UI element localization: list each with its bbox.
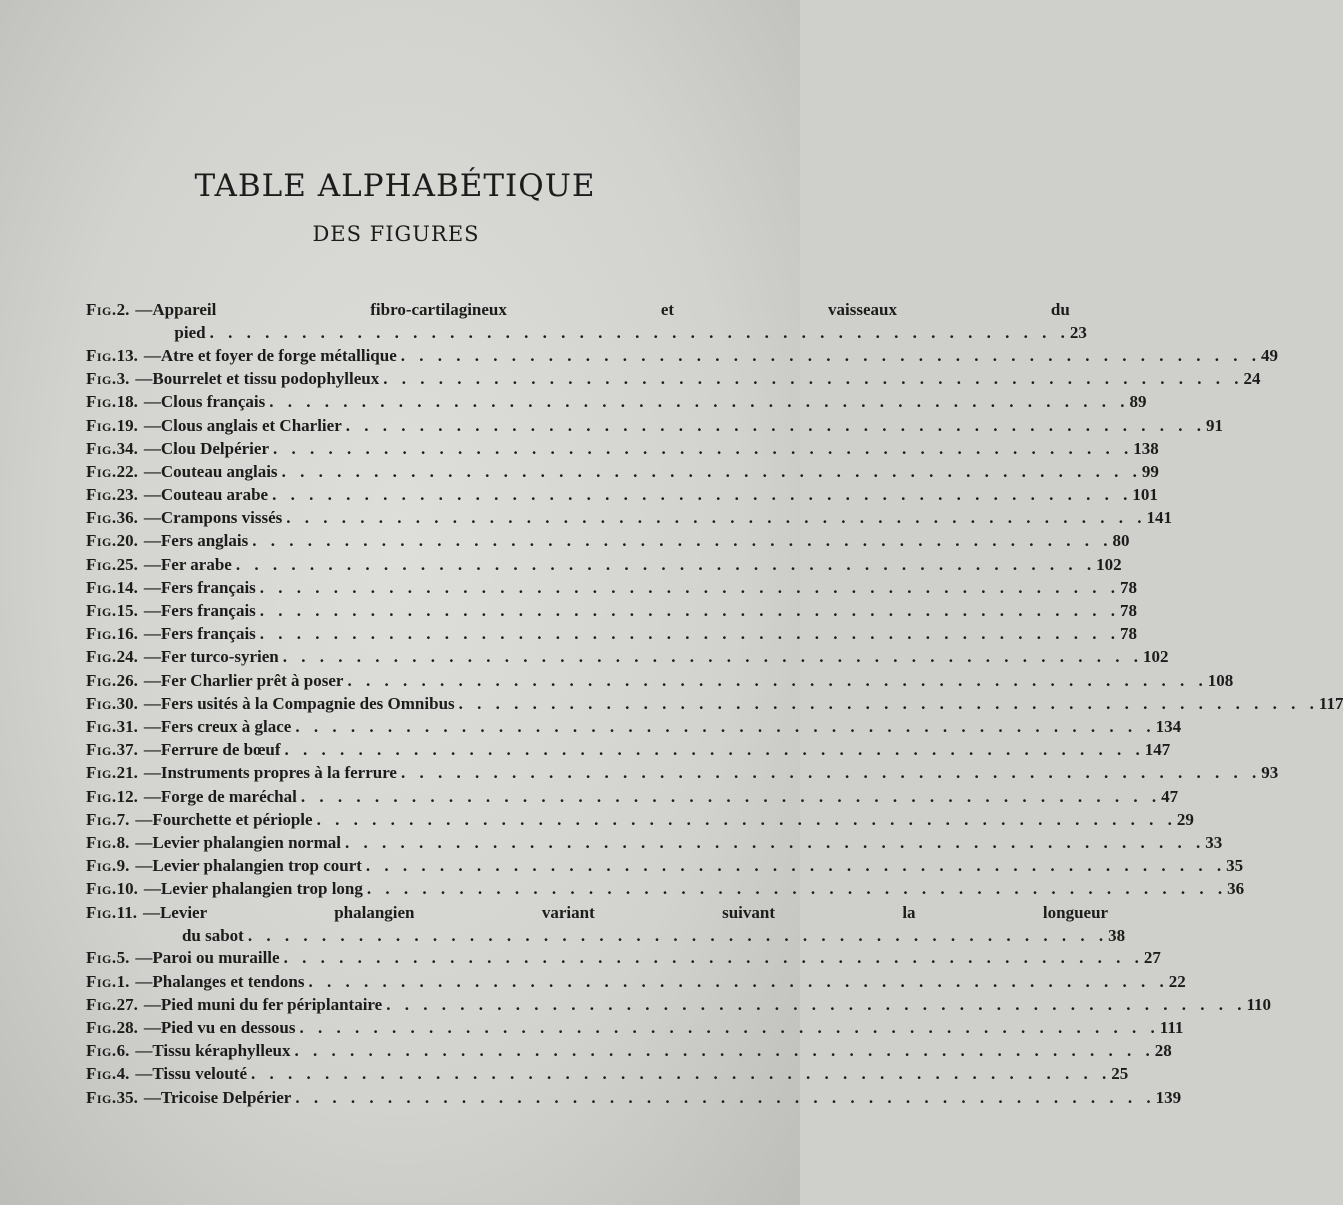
page-number: 28 [1154,1041,1172,1061]
dot-leader [269,390,1129,413]
entry-dash: — [143,647,161,667]
figure-label: Fig. [86,994,117,1014]
entry-title-block [161,715,1156,738]
page-number: 110 [1246,994,1272,1014]
index-entry [86,599,1138,622]
entry-title-block [161,785,1161,808]
entry-title: Fers français [160,601,256,621]
figure-number: 16. [116,624,138,644]
entry-title-continuation: pied [174,323,206,342]
dot-leader [252,529,1112,552]
entry-title-block [152,808,1176,831]
entry-title-block [160,901,1108,947]
dot-leader [282,460,1142,483]
page-number: 27 [1143,948,1161,968]
entry-title-block [152,1039,1154,1062]
entry-title-block [152,946,1143,969]
figure-label: Fig. [86,1064,117,1084]
entry-title-block [161,344,1261,367]
figure-number: 22. [116,461,138,481]
entry-title-block [161,599,1120,622]
index-entry [86,530,1130,553]
figure-number: 19. [116,415,138,435]
dot-leader [283,645,1143,668]
figure-label: Fig. [86,345,117,365]
entry-title: Levier phalangien variant suivant la longueur [159,902,1109,922]
entry-title-block [161,506,1147,529]
entry-title-block [161,414,1206,437]
entry-dash: — [143,786,161,806]
page-number: 38 [1108,925,1126,945]
entry-title-block [161,1086,1156,1109]
entry-dash: — [143,577,161,597]
entry-dash: — [143,601,161,621]
index-entry [86,738,1171,761]
entry-title-block [161,993,1247,1016]
page-number: 93 [1261,763,1279,783]
entry-dash: — [143,1018,161,1038]
figure-label: Fig. [86,763,117,783]
entry-title: Fers français [160,624,256,644]
figure-number: 5. [116,948,130,968]
entry-title: Pied muni du fer périplantaire [160,994,383,1014]
entry-title-block [161,622,1120,645]
entry-title: Tricoise Delpérier [160,1087,292,1107]
dot-leader [401,761,1261,784]
page-number: 91 [1206,415,1223,435]
figure-label: Fig. [86,856,117,876]
dot-leader [260,599,1120,622]
page-number: 23 [1069,323,1087,342]
page-number: 111 [1159,1018,1184,1038]
dot-leader [284,946,1144,969]
figure-number: 14. [116,577,138,597]
entry-dash: — [143,508,161,528]
index-entry [86,761,1279,784]
figure-number: 27. [116,994,138,1014]
figure-number: 24. [116,647,138,667]
figure-number: 25. [116,554,138,574]
entry-dash: — [135,971,153,991]
figure-number: 30. [116,693,138,713]
figure-number: 35. [116,1087,138,1107]
index-entry [86,622,1138,645]
dot-leader [286,506,1146,529]
entry-title: Fers anglais [160,531,249,551]
dot-leader [273,437,1133,460]
figure-label: Fig. [86,554,117,574]
dot-leader [317,808,1177,831]
entry-title-block [161,529,1113,552]
entry-dash: — [143,716,161,736]
entry-title: Crampons vissés [160,508,283,528]
entry-title-block [152,298,1069,344]
entry-title: Couteau anglais [160,461,278,481]
entry-title-block [161,483,1132,506]
entry-title: Forge de maréchal [160,786,297,806]
figure-label: Fig. [86,832,117,852]
entry-dash: — [142,902,160,922]
entry-title: Clous anglais et Charlier [160,415,342,435]
index-entry [86,854,1244,877]
page-number: 33 [1205,832,1223,852]
entry-dash: — [143,624,161,644]
index-entry [86,506,1173,529]
dot-leader [272,483,1132,506]
entry-title: Clou Delpérier [160,438,269,458]
entry-title: Clous français [160,392,266,412]
page-number: 22 [1168,971,1186,991]
dot-leader [301,785,1161,808]
entry-dash: — [143,392,161,412]
dot-leader [295,715,1155,738]
index-entry [86,576,1138,599]
entry-dash: — [135,1064,153,1084]
entry-title: Levier phalangien trop long [160,879,363,899]
entry-title-block [161,645,1143,668]
figure-label: Fig. [86,1041,117,1061]
dot-leader [251,1062,1111,1085]
dot-leader [366,854,1226,877]
entry-title-block [152,1062,1111,1085]
entry-title: Instruments propres à la ferrure [160,763,397,783]
entry-title: Fer Charlier prêt à poser [160,670,344,690]
page-number: 47 [1161,786,1179,806]
figure-number: 36. [116,508,138,528]
page-number: 89 [1129,392,1147,412]
entry-title: Fers français [160,577,256,597]
entry-dash: — [135,832,153,852]
entry-title: Atre et foyer de forge métallique [160,345,397,365]
entry-dash: — [135,948,153,968]
entry-title-block [152,367,1243,390]
page-number: 78 [1120,577,1138,597]
figure-label: Fig. [86,1087,117,1107]
entry-title-block [161,390,1130,413]
index-entry [86,390,1147,413]
index-entry [86,553,1122,576]
page-number: 139 [1155,1087,1182,1107]
dot-leader [401,344,1261,367]
entry-dash: — [143,531,161,551]
page-number: 138 [1133,438,1159,458]
entry-dash: — [135,369,153,389]
figure-label: Fig. [86,438,117,458]
figure-number: 1. [116,971,130,991]
index-entry [86,669,1234,692]
entry-title: Ferrure de bœuf [160,740,281,760]
entry-dash: — [143,879,161,899]
figure-label: Fig. [86,971,117,991]
page-number: 108 [1207,670,1234,690]
figure-number: 9. [116,856,130,876]
entry-title: Tissu kéraphylleux [152,1041,291,1061]
page-number: 102 [1143,647,1169,667]
dot-leader [294,1039,1154,1062]
figure-label: Fig. [86,415,117,435]
dot-leader [210,321,1070,344]
entry-title: Fer arabe [160,554,232,574]
figure-label: Fig. [86,577,117,597]
entry-dash: — [135,300,153,319]
index-entry [86,877,1245,900]
entry-title-block [161,460,1142,483]
figure-label: Fig. [86,740,117,760]
page-title: TABLE ALPHABÉTIQUE [194,168,596,204]
page-number: 141 [1146,508,1173,528]
entry-dash: — [143,485,161,505]
index-entry [86,808,1194,831]
figure-label: Fig. [86,1018,117,1038]
index-entry [86,1039,1172,1062]
dot-leader [295,1086,1155,1109]
dot-leader [285,738,1145,761]
index-entry [86,298,1087,344]
page-number: 80 [1112,531,1130,551]
entry-title: Fourchette et périople [152,809,313,829]
figure-number: 23. [116,485,138,505]
figure-label: Fig. [86,531,117,551]
index-entry [86,645,1169,668]
figure-label: Fig. [86,461,117,481]
figure-label: Fig. [86,485,117,505]
entry-dash: — [135,1041,153,1061]
index-entry [86,437,1159,460]
figure-number: 20. [116,531,138,551]
entry-title-block [161,437,1133,460]
page-number: 147 [1144,740,1171,760]
figure-number: 15. [116,601,138,621]
entry-title: Fers creux à glace [160,716,292,736]
figure-number: 31. [116,716,138,736]
index-entry [86,1086,1182,1109]
entry-title: Appareil fibro-cartilagineux et vaisseaux du [152,300,1070,319]
figure-label: Fig. [86,693,117,713]
dot-leader [386,993,1246,1016]
entry-dash: — [143,461,161,481]
entry-dash: — [143,740,161,760]
figure-number: 10. [116,879,138,899]
page-number: 99 [1141,461,1159,481]
figure-number: 18. [116,392,138,412]
entry-dash: — [143,415,161,435]
entry-dash: — [135,856,153,876]
entry-title-block [152,831,1205,854]
figure-number: 4. [116,1064,130,1084]
dot-leader [248,924,1108,947]
dot-leader [345,831,1205,854]
dot-leader [300,1016,1160,1039]
index-entry [86,831,1223,854]
index-entry [86,483,1158,506]
index-entry [86,993,1272,1016]
entry-title: Tissu velouté [152,1064,248,1084]
figure-number: 37. [116,740,138,760]
entry-dash: — [143,438,161,458]
figure-number: 8. [116,832,130,852]
page-number: 134 [1155,716,1182,736]
entry-title-block [161,553,1096,576]
entry-title-block [161,669,1208,692]
figure-number: 12. [116,786,138,806]
figure-label: Fig. [86,670,117,690]
figure-number: 11. [116,902,137,922]
figure-number: 2. [116,300,130,319]
figure-label: Fig. [86,716,117,736]
dot-leader [383,367,1243,390]
figure-label: Fig. [86,601,117,621]
figure-label: Fig. [86,879,117,899]
figure-number: 6. [116,1041,130,1061]
index-entry [86,1062,1129,1085]
entry-dash: — [143,345,161,365]
figure-label: Fig. [86,786,117,806]
entry-title-block [161,761,1261,784]
index-entry [86,414,1223,437]
page-number: 101 [1132,485,1158,505]
entry-dash: — [143,763,161,783]
entry-title-continuation: du sabot [181,925,244,945]
entry-title: Fers usités à la Compagnie des Omnibus [160,693,455,713]
page-number: 24 [1243,369,1261,389]
index-entry [86,947,1161,970]
dot-leader [346,414,1206,437]
entry-dash: — [143,1087,161,1107]
figure-label: Fig. [86,624,117,644]
page-number: 117 [1318,693,1343,713]
entry-title-continuation-line [160,924,1108,947]
dot-leader [308,970,1168,993]
dot-leader [236,553,1096,576]
page-number: 29 [1176,809,1194,829]
index-entry [86,715,1182,738]
figure-number: 34. [116,438,138,458]
index-entry [86,344,1279,367]
entry-dash: — [143,994,161,1014]
figure-index-list [86,298,1343,1109]
entry-title: Levier phalangien trop court [152,856,362,876]
figure-number: 28. [116,1018,138,1038]
entry-dash: — [143,554,161,574]
index-entry [86,785,1179,808]
page-number: 25 [1111,1064,1129,1084]
figure-label: Fig. [86,369,117,389]
page-number: 78 [1120,601,1138,621]
entry-title: Pied vu en dessous [160,1018,296,1038]
figure-number: 3. [116,369,130,389]
index-entry [86,970,1186,993]
entry-title-block [152,854,1226,877]
index-entry [86,460,1159,483]
figure-number: 21. [116,763,138,783]
entry-title-continuation-line [152,321,1069,344]
entry-title: Couteau arabe [160,485,269,505]
entry-title-block [161,576,1120,599]
figure-label: Fig. [86,948,117,968]
index-entry [86,367,1261,390]
page-number: 49 [1261,345,1279,365]
entry-title: Levier phalangien normal [152,832,341,852]
index-entry [86,1016,1184,1039]
dot-leader [260,576,1120,599]
entry-title: Phalanges et tendons [152,971,305,991]
index-entry [86,901,1126,947]
figure-label: Fig. [86,300,117,319]
entry-dash: — [135,809,153,829]
entry-title-block [152,970,1168,993]
figure-label: Fig. [86,809,117,829]
page-subtitle: DES FIGURES [312,222,480,246]
figure-number: 7. [116,809,130,829]
entry-title-block [161,1016,1160,1039]
entry-title-block [161,877,1227,900]
figure-number: 13. [116,345,138,365]
figure-label: Fig. [86,392,117,412]
page-number: 36 [1227,879,1245,899]
entry-title: Fer turco-syrien [160,647,279,667]
figure-label: Fig. [86,647,117,667]
figure-label: Fig. [86,902,117,922]
entry-dash: — [143,670,161,690]
entry-title: Bourrelet et tissu podophylleux [152,369,380,389]
entry-title: Paroi ou muraille [152,948,280,968]
entry-title-block [161,692,1319,715]
page-number: 78 [1120,624,1138,644]
dot-leader [459,692,1319,715]
dot-leader [367,877,1227,900]
dot-leader [347,669,1207,692]
entry-dash: — [143,693,161,713]
page-number: 102 [1096,554,1122,574]
figure-label: Fig. [86,508,117,528]
page-number: 35 [1226,856,1244,876]
dot-leader [260,622,1120,645]
index-entry [86,692,1343,715]
entry-title-block [161,738,1145,761]
figure-number: 26. [116,670,138,690]
